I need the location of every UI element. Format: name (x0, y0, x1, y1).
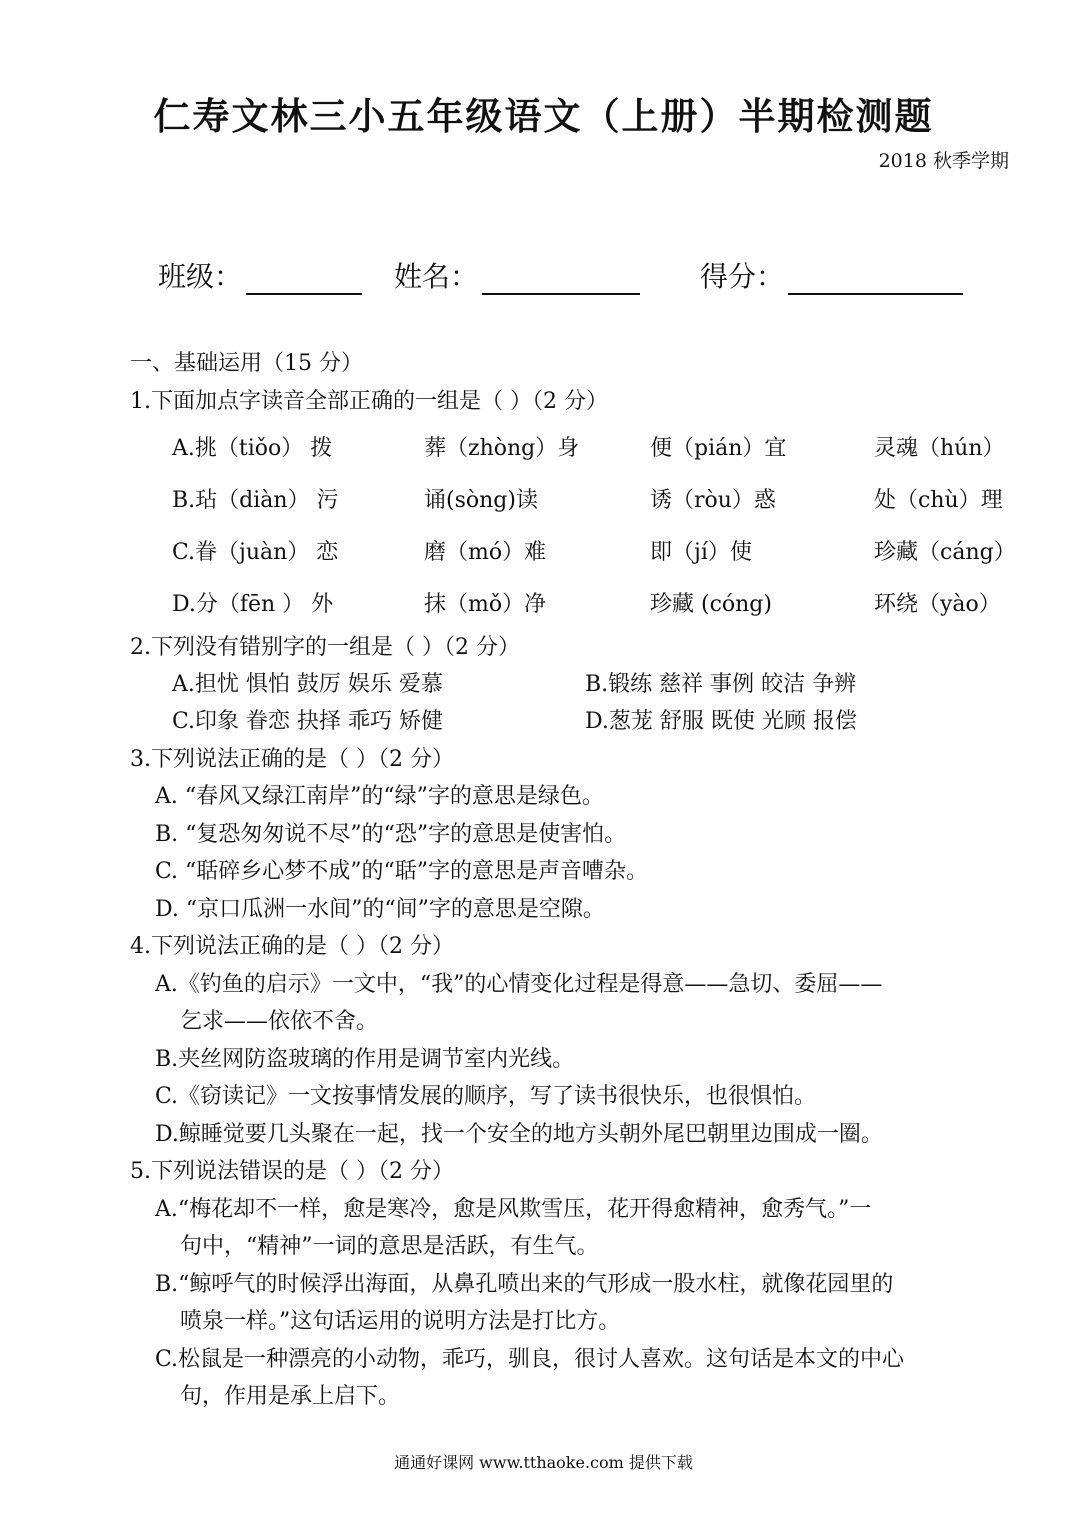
question-5-option-c-cont: 句，作用是承上启下。 (180, 1384, 401, 1409)
question-3-option-c: C. “聒碎乡心梦不成”的“聒”字的意思是声音嘈杂。 (155, 859, 649, 884)
question-4-option-c: C.《窃读记》一文按事情发展的顺序，写了读书很快乐，也很惧怕。 (155, 1084, 817, 1109)
name-label: 姓名： (394, 260, 479, 293)
question-5-option-a-cont: 句中，“精神”一词的意思是活跃，有生气。 (180, 1234, 599, 1259)
question-1-option-cell: 处（chù）理 (874, 488, 1003, 513)
question-1-option-cell: 诵(sòng)读 (424, 488, 538, 513)
question-4-option-a: A.《钓鱼的启示》一文中，“我”的心情变化过程是得意——急切、委屈—— (155, 972, 883, 997)
question-1-option-cell: D.分（fēn ） 外 (172, 592, 334, 617)
class-label: 班级： (158, 260, 243, 293)
question-4-option-b: B.夹丝网防盗玻璃的作用是调节室内光线。 (155, 1047, 575, 1072)
question-4-stem: 4.下列说法正确的是（ ）（2 分） (130, 934, 454, 959)
question-2-stem: 2.下列没有错别字的一组是（ ）（2 分） (130, 635, 520, 660)
question-1-option-cell: B.玷（diàn） 污 (172, 488, 339, 513)
question-1-option-cell: 磨（mó）难 (424, 540, 547, 565)
class-field (158, 255, 362, 295)
question-3-option-d: D. “京口瓜洲一水间”的“间”字的意思是空隙。 (155, 897, 605, 922)
footer-credit: 通通好课网 www.tthaoke.com 提供下载 (394, 1453, 693, 1472)
question-1-option-cell: 便（pián）宜 (650, 436, 787, 461)
question-5-option-c: C.松鼠是一种漂亮的小动物，乖巧，驯良，很讨人喜欢。这句话是本文的中心 (155, 1347, 905, 1372)
question-5-option-b: B.“鲸呼气的时候浮出海面，从鼻孔喷出来的气形成一股水柱，就像花园里的 (155, 1272, 894, 1297)
question-4-option-a-cont: 乞求——依依不舍。 (180, 1009, 379, 1034)
question-3-option-a: A. “春风又绿江南岸”的“绿”字的意思是绿色。 (155, 784, 604, 809)
question-5-option-b-cont: 喷泉一样。”这句话运用的说明方法是打比方。 (180, 1309, 621, 1334)
question-2-option-b: B.锻练 慈祥 事例 皎洁 争辨 (585, 672, 857, 697)
question-5-option-a: A.“梅花却不一样，愈是寒冷，愈是风欺雪压，花开得愈精神，愈秀气。”一 (155, 1197, 872, 1222)
question-2-option-c: C.印象 眷恋 抉择 乖巧 矫健 (172, 709, 444, 734)
question-1-option-cell: 环绕（yào） (874, 592, 1001, 617)
class-blank[interactable] (246, 265, 362, 295)
score-field (700, 255, 963, 295)
name-blank[interactable] (482, 265, 640, 295)
question-2-option-a: A.担忧 惧怕 鼓厉 娱乐 爱慕 (172, 672, 443, 697)
term-label: 2018 秋季学期 (878, 150, 1009, 172)
question-3-option-b: B. “复恐匆匆说不尽”的“恐”字的意思是使害怕。 (155, 822, 627, 847)
question-2-option-d: D.葱茏 舒服 既使 光顾 报偿 (585, 709, 857, 734)
question-1-option-cell: A.挑（tiǒo） 拨 (172, 436, 333, 461)
question-5-stem: 5.下列说法错误的是（ ）（2 分） (130, 1159, 454, 1184)
question-1-option-cell: 灵魂（hún） (874, 436, 1005, 461)
question-1-option-cell: 抹（mǒ）净 (424, 592, 547, 617)
question-1-option-cell: 葬（zhòng）身 (424, 436, 580, 461)
page-title: 仁寿文林三小五年级语文（上册）半期检测题 (153, 95, 934, 138)
section-heading: 一、基础运用（15 分） (130, 351, 363, 376)
question-1-option-cell: 珍藏（cáng） (874, 540, 1016, 565)
question-1-option-cell: 即（jí）使 (650, 540, 752, 565)
question-1-option-cell: C.眷（juàn） 恋 (172, 540, 339, 565)
question-1-stem: 1.下面加点字读音全部正确的一组是（ ）（2 分） (130, 389, 608, 414)
question-3-stem: 3.下列说法正确的是（ ）（2 分） (130, 747, 454, 772)
question-1-option-cell: 珍藏 (cóng) (650, 592, 772, 617)
question-4-option-d: D.鲸睡觉要几头聚在一起，找一个安全的地方头朝外尾巴朝里边围成一圈。 (155, 1122, 883, 1147)
score-blank[interactable] (788, 265, 963, 295)
question-1-option-cell: 诱（ròu）惑 (650, 488, 776, 513)
name-field (394, 255, 640, 295)
score-label: 得分： (700, 260, 785, 293)
